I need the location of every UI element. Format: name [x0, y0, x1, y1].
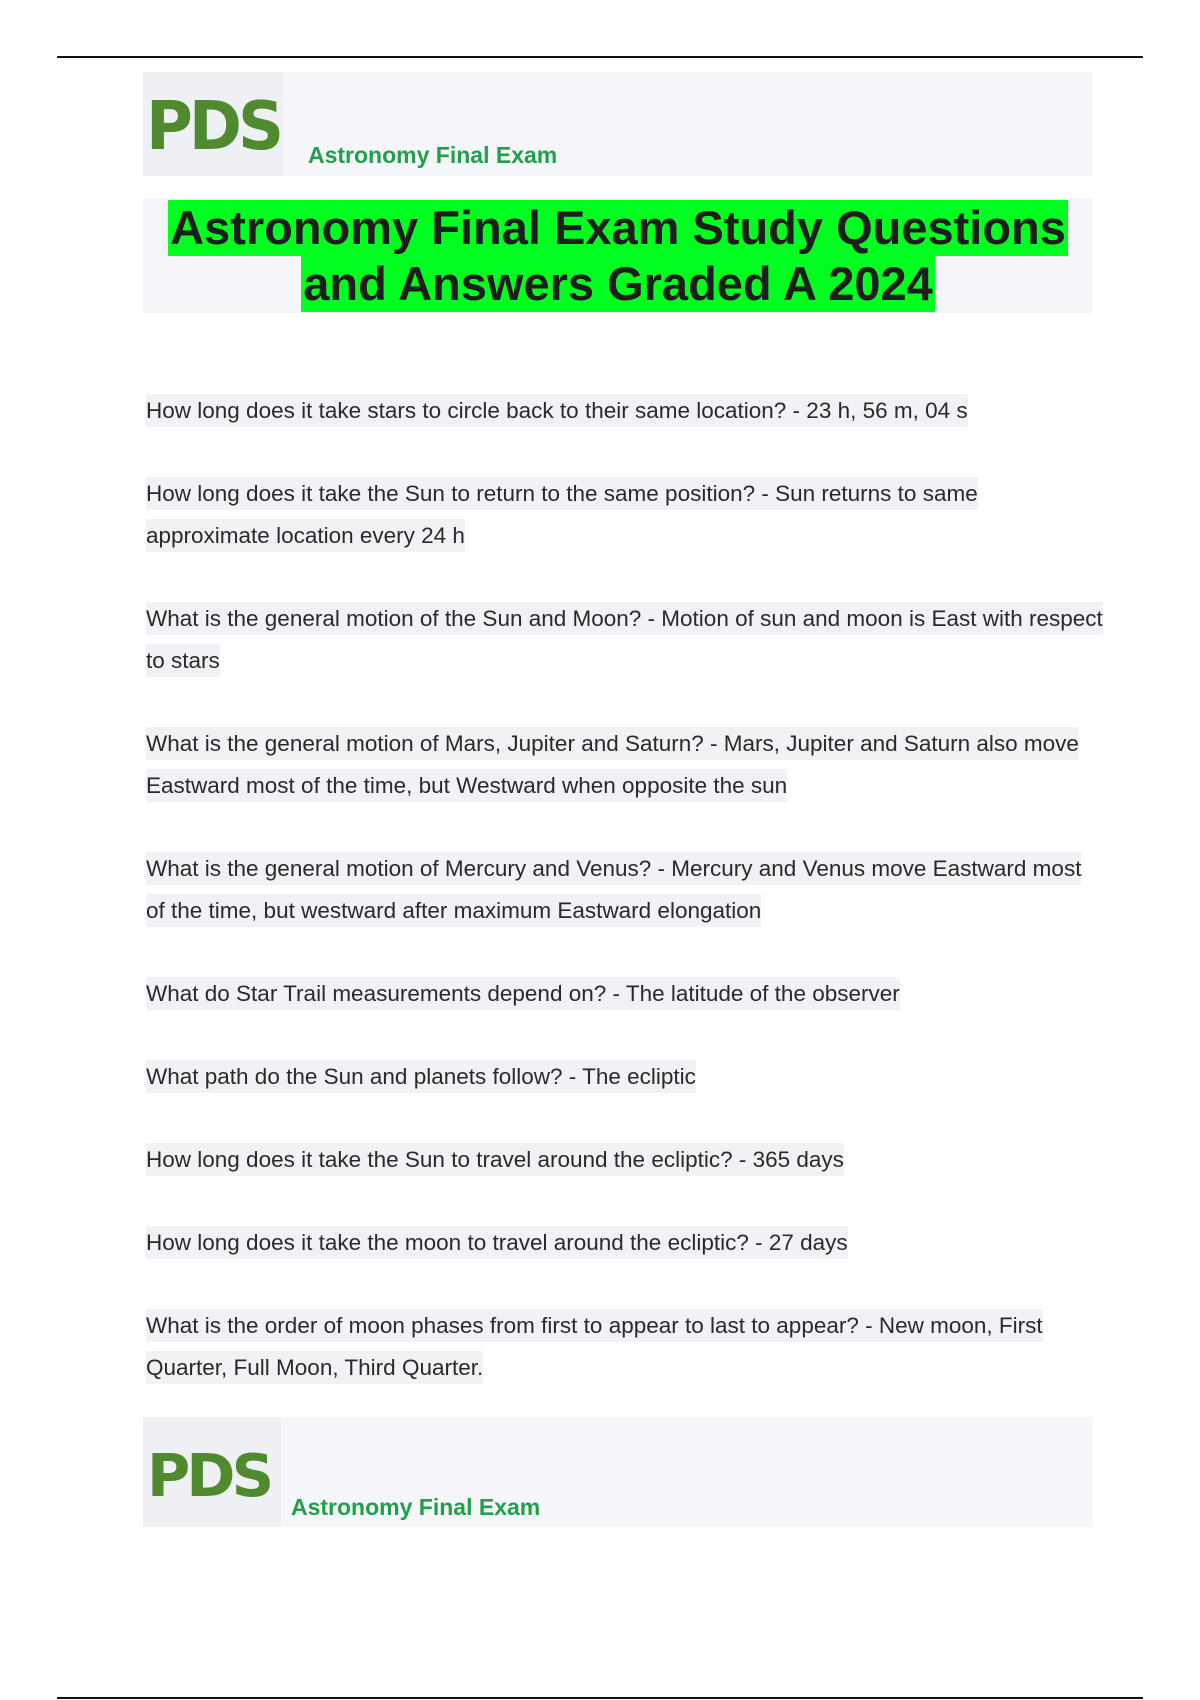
title-line-1: Astronomy Final Exam Study Questions [170, 201, 1066, 254]
pds-logo-icon [146, 1439, 271, 1510]
footer-label: Astronomy Final Exam [291, 1494, 541, 1520]
footer-logo [143, 1417, 281, 1527]
qa-item: How long does it take the Sun to travel around the ecliptic? - 365 days [146, 1139, 1103, 1181]
qa-item: How long does it take the moon to travel around the ecliptic? - 27 days [146, 1222, 1103, 1264]
qa-item: How long does it take the Sun to return to the same position? - Sun returns to same approximate location every 24 h [146, 473, 1103, 557]
logo-text: PDS [145, 87, 281, 166]
page-footer [143, 1417, 1093, 1527]
page-header [143, 72, 1093, 176]
qa-item: What is the general motion of the Sun and Moon? - Motion of sun and moon is East with respect to stars [146, 598, 1103, 682]
pds-logo-icon [145, 87, 281, 166]
footer-logo-text: PDS [146, 1440, 271, 1510]
qa-item: What is the order of moon phases from first to appear to last to appear? - New moon, First Quarter, Full Moon, Third Quarter. [146, 1305, 1103, 1389]
qa-item: What is the general motion of Mars, Jupiter and Saturn? - Mars, Jupiter and Saturn also move Eastward most of the time, but Westward when opposite the sun [146, 723, 1103, 807]
qa-list [143, 390, 1103, 1430]
title-line-2: and Answers Graded A 2024 [303, 257, 933, 310]
qa-item: What path do the Sun and planets follow? - The ecliptic [146, 1056, 1103, 1098]
document-title [143, 198, 1093, 313]
header-label: Astronomy Final Exam [308, 142, 558, 168]
top-rule [57, 56, 1143, 58]
bottom-rule [57, 1697, 1143, 1699]
qa-item: What do Star Trail measurements depend on? - The latitude of the observer [146, 973, 1103, 1015]
logo [143, 72, 283, 176]
qa-item: How long does it take stars to circle back to their same location? - 23 h, 56 m, 04 s [146, 390, 1103, 432]
qa-item: What is the general motion of Mercury and Venus? - Mercury and Venus move Eastward most of the time, but westward after maximum Eastward elongation [146, 848, 1103, 932]
